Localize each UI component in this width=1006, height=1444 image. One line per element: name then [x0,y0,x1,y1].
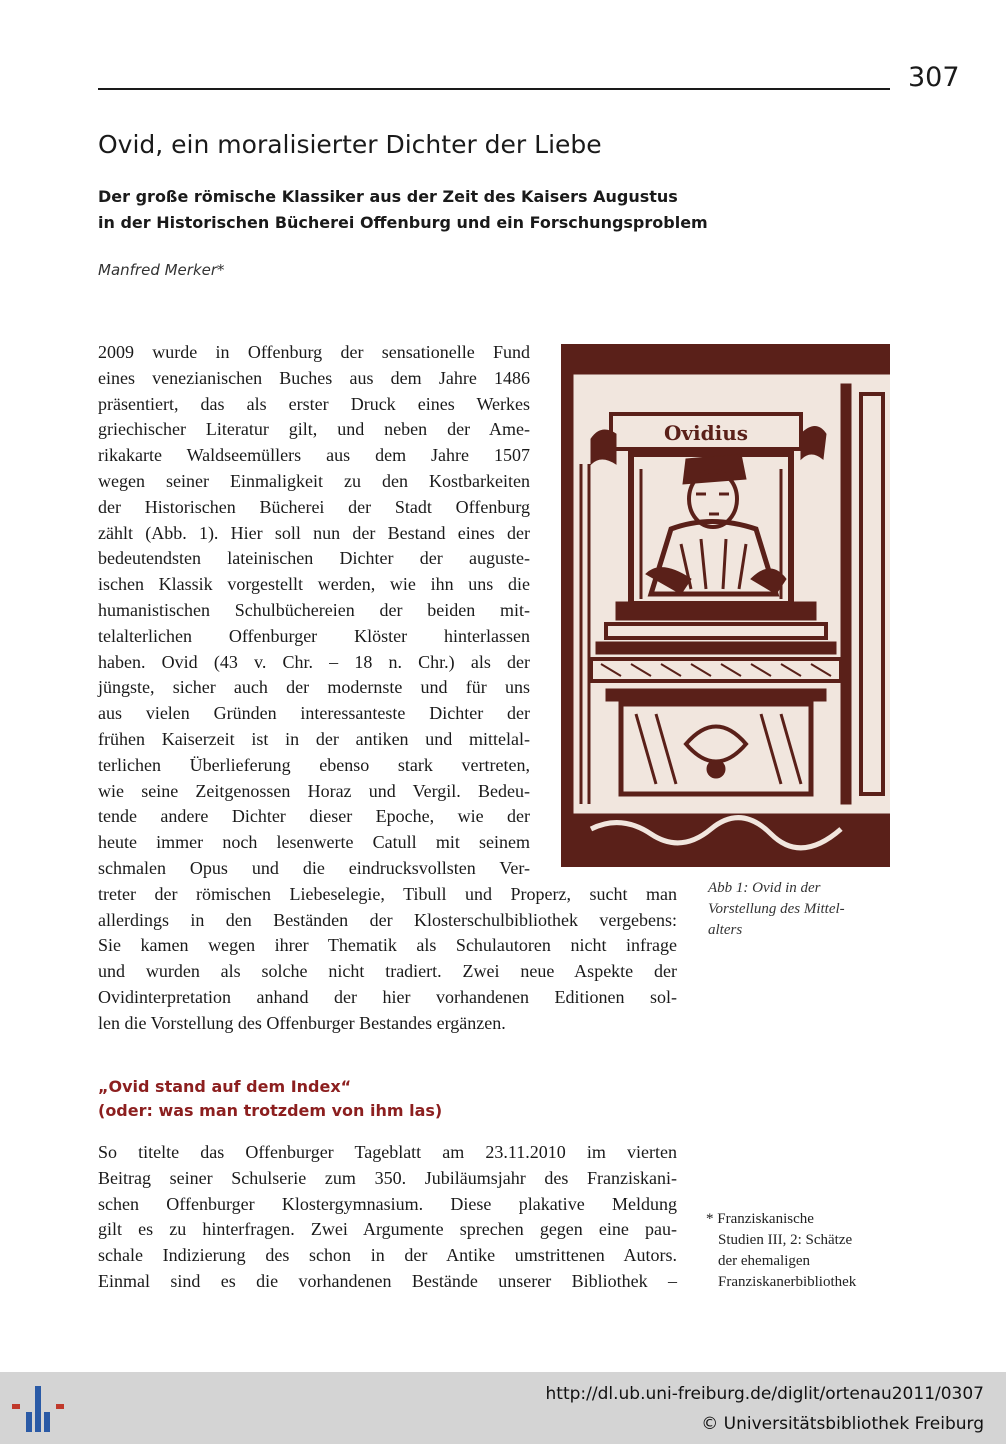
footnote-line: * Franziskanische [706,1211,814,1227]
text-line: gilt es zu hinterfragen. Zwei Argumente sprechen gegen eine pau- [98,1219,677,1240]
text-line: der Historischen Bücherei der Stadt Offenburg [98,496,530,517]
text-line: eines venezianischen Buches aus dem Jahre 1486 [98,367,530,388]
figure-caption [708,878,845,941]
footnote-line: Franziskanerbibliothek [718,1274,857,1290]
footer-copyright: © Universitätsbibliothek Freiburg [701,1414,984,1434]
text-line: wegen seiner Einmaligkeit zu den Kostbarkeiten [98,470,530,491]
text-line: präsentiert, das als erster Druck eines Werkes [98,393,530,414]
text-line: aus vielen Gründen interessanteste Dichter der [98,703,530,724]
library-footer [0,1372,1006,1444]
text-line: Einmal sind es die vorhandenen Bestände unserer Bibliothek – [98,1270,677,1291]
text-line: schale Indizierung des schon in der Antike umstrittenen Autors. [98,1245,677,1266]
text-line: rikakarte Waldseemüllers aus dem Jahre 1507 [98,445,530,466]
section-heading [98,1075,442,1123]
text-line: treter der römischen Liebeselegie, Tibull und Properz, sucht man [98,883,677,904]
paragraph-index [98,1140,677,1295]
text-line: heute immer noch lesenwerte Catull mit seinem [98,832,530,853]
text-line: Beitrag seiner Schulserie zum 350. Jubiläumsjahr des Franziskani- [98,1167,677,1188]
text-line: Sie kamen wegen ihrer Thematik als Schulautoren nicht infrage [98,935,677,956]
footnote [706,1209,856,1293]
text-line: Ovidinterpretation anhand der hier vorhandenen Editionen sol- [98,986,677,1007]
text-line: schmalen Opus und die eindrucksvollsten Ver- [98,857,530,878]
header-rule [98,88,890,90]
subtitle-line: in der Historischen Bücherei Offenburg und ein Forschungsproblem [98,213,708,232]
text-line: und wurden als solche nicht tradiert. Zwei neue Aspekte der [98,961,677,982]
page-number: 307 [908,62,960,93]
text-line: wie seine Zeitgenossen Horaz und Vergil. Bedeu- [98,780,530,801]
text-line: tende andere Dichter dieser Epoche, wie der [98,806,530,827]
article-title: Ovid, ein moralisierter Dichter der Liebe [98,130,602,159]
text-line: So titelte das Offenburger Tageblatt am 23.11.2010 im vierten [98,1142,677,1162]
figure-ovid-woodcut [561,344,890,867]
caption-line: Vorstellung des Mittel- [708,901,845,917]
article-subtitle [98,184,708,236]
article-author: Manfred Merker* [98,261,225,279]
ub-freiburg-logo-icon[interactable] [12,1382,64,1434]
text-line: 2009 wurde in Offenburg der sensationelle Fund [98,342,530,362]
caption-line: Abb 1: Ovid in der [708,880,821,896]
text-line: terlichen Überlieferung ebenso stark vertreten, [98,754,530,775]
caption-line: alters [708,922,743,938]
text-line: ischen Klassik vorgestellt werden, wie ihn uns die [98,574,530,595]
footnote-line: Studien III, 2: Schätze [718,1232,853,1248]
figure-banner-text: Ovidius [663,421,749,445]
text-line: len die Vorstellung des Offenburger Bestandes ergänzen. [98,1012,506,1033]
section-heading-line: (oder: was man trotzdem von ihm las) [98,1101,443,1120]
text-line: griechischer Literatur gilt, und neben der Ame- [98,419,530,440]
footnote-line: der ehemaligen [718,1253,811,1269]
text-line: allerdings in den Beständen der Klosterschulbibliothek vergebens: [98,909,677,930]
text-line: bedeutendsten lateinischen Dichter der auguste- [98,548,530,569]
woodcut-image [561,344,890,867]
text-line: zählt (Abb. 1). Hier soll nun der Bestand eines der [98,522,530,543]
text-line: jüngste, sicher auch der modernste und für uns [98,677,530,698]
text-line: telalterlichen Offenburger Klöster hinterlassen [98,625,530,646]
footer-url-link[interactable]: http://dl.ub.uni-freiburg.de/diglit/ortenau2011/0307 [545,1384,984,1404]
text-line: frühen Kaiserzeit ist in der antiken und mittelal- [98,728,530,749]
subtitle-line: Der große römische Klassiker aus der Zeit des Kaisers Augustus [98,187,678,206]
section-heading-line: „Ovid stand auf dem Index“ [98,1077,352,1096]
text-line: schen Offenburger Klostergymnasium. Diese plakative Meldung [98,1193,677,1214]
text-line: humanistischen Schulbüchereien der beiden mit- [98,599,530,620]
text-line: haben. Ovid (43 v. Chr. – 18 n. Chr.) als der [98,651,530,672]
